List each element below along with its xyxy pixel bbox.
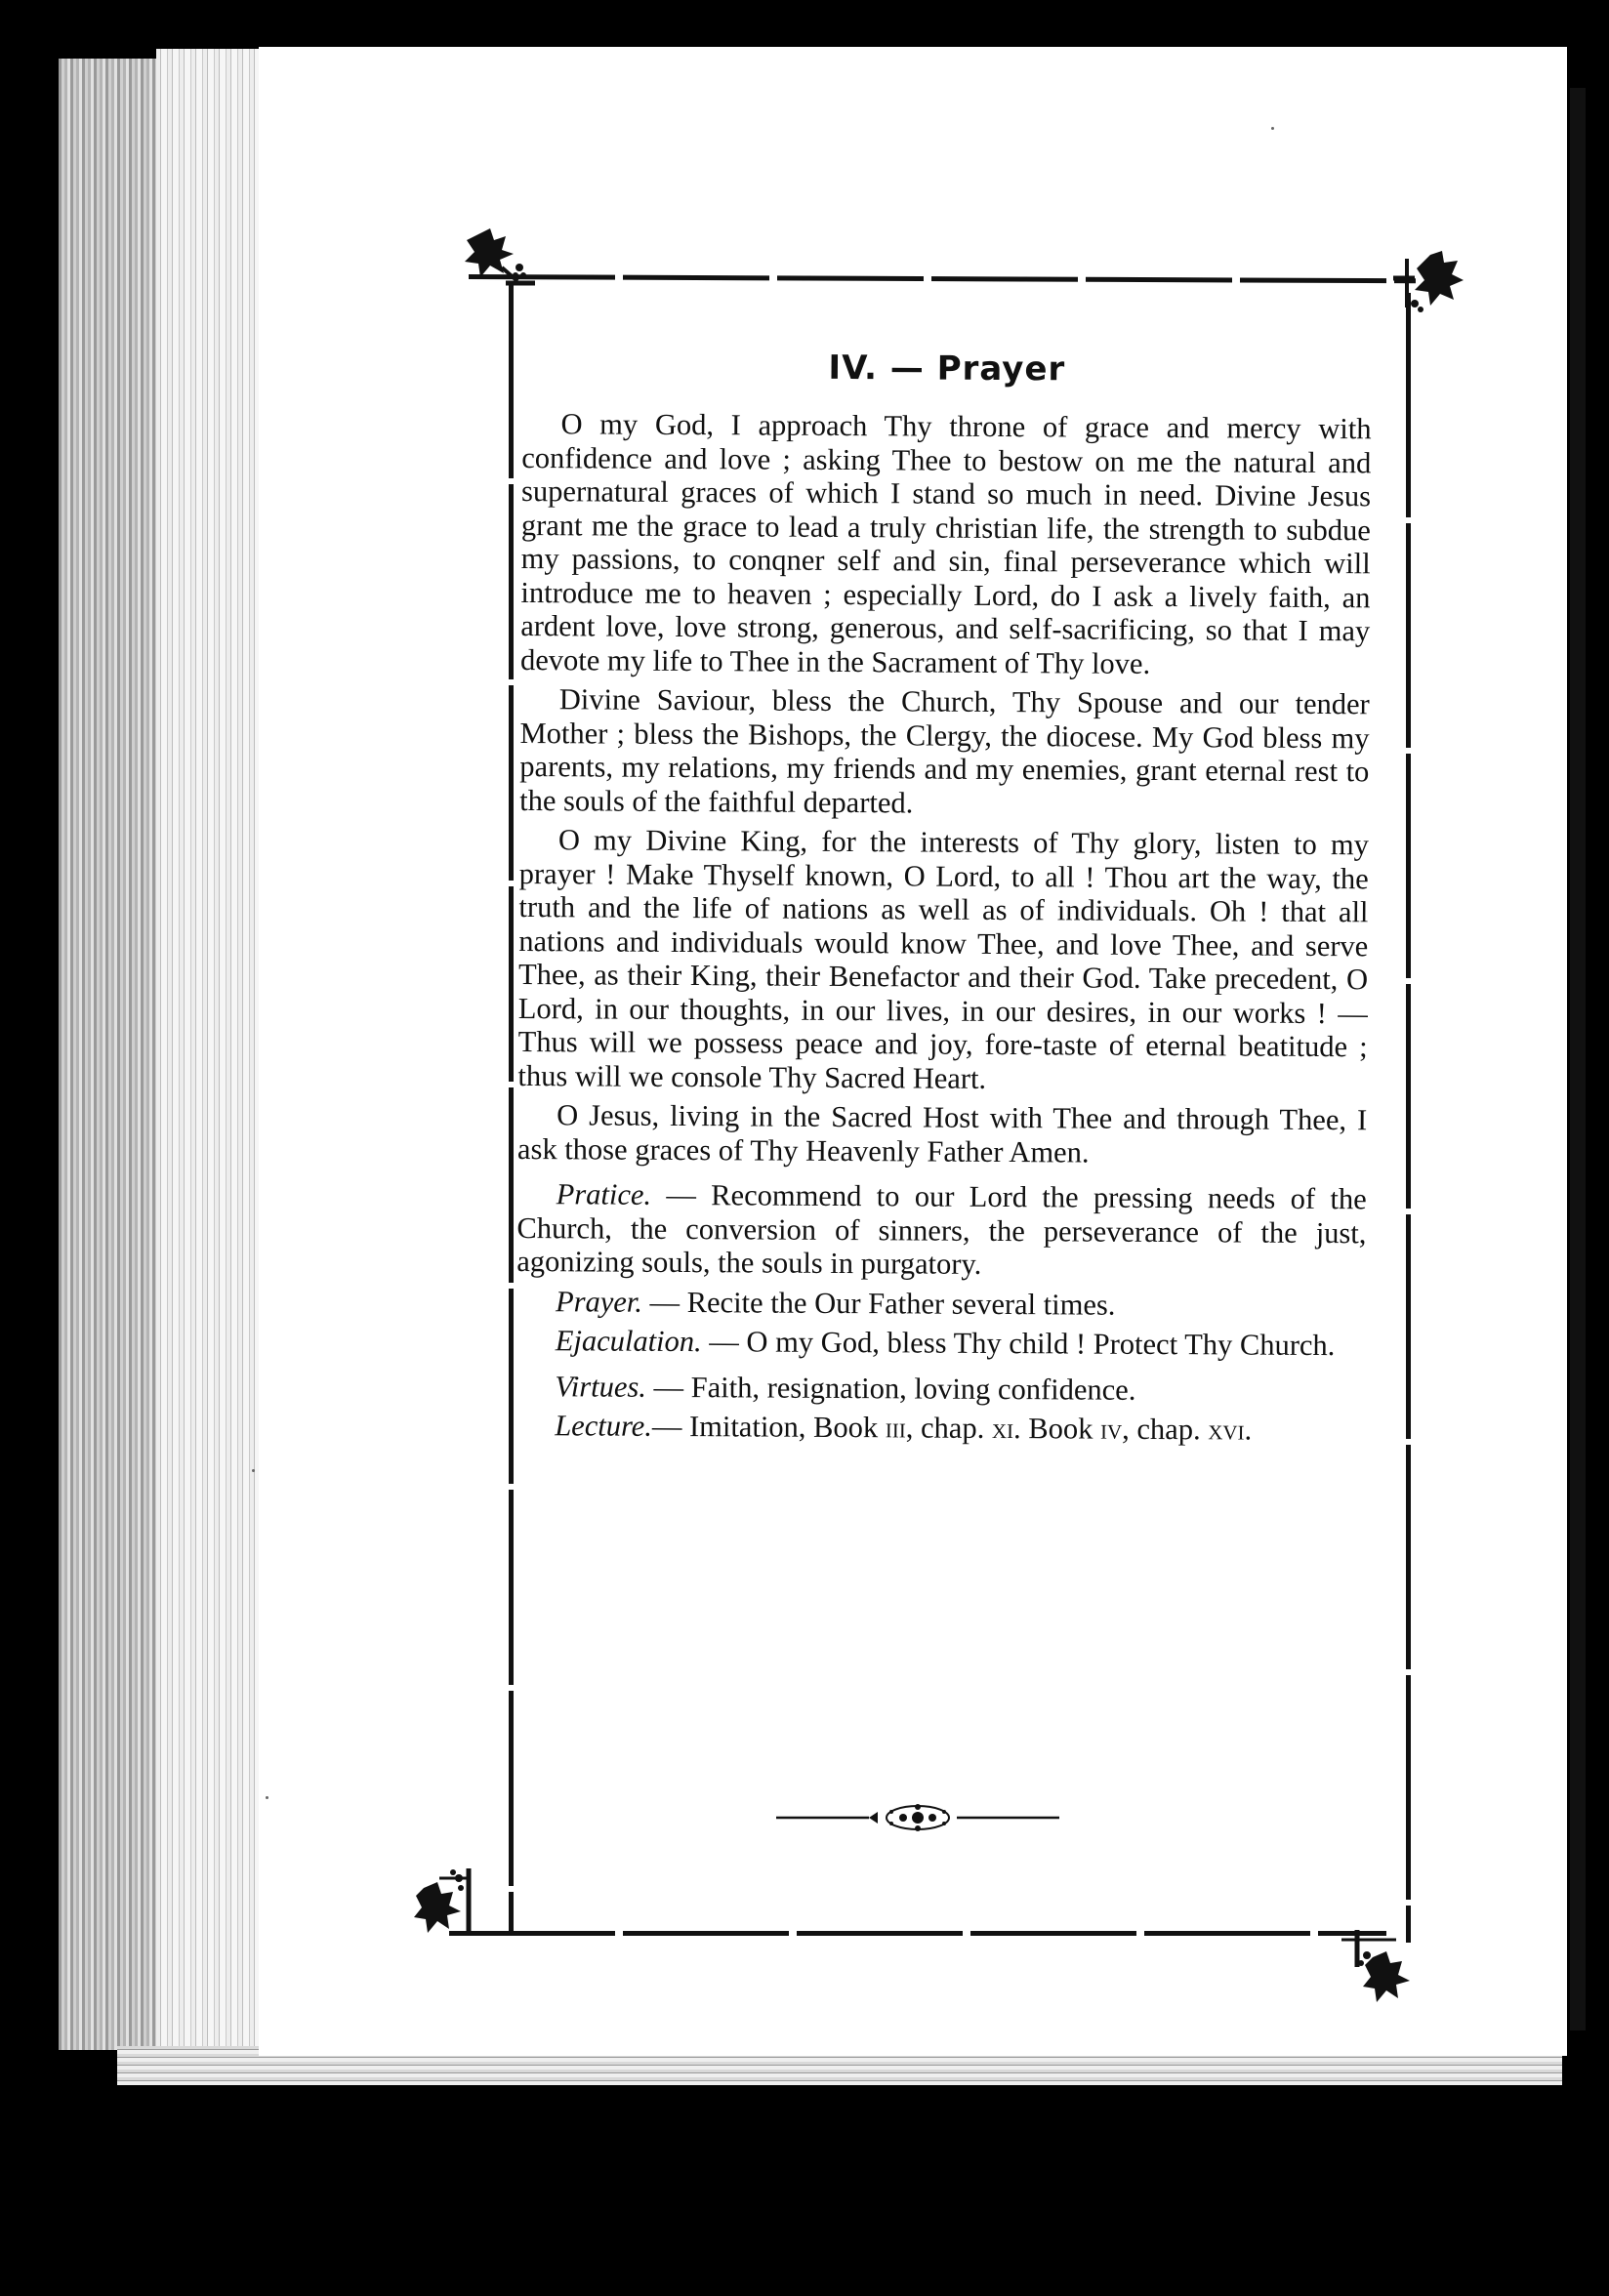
prayer-text: — Recite the Our Father several times. [641,1285,1116,1322]
ejaculation-label: Ejaculation. [555,1324,702,1359]
vine-leaf-ornament-icon [410,1865,488,1943]
vine-leaf-ornament-icon [1338,1928,1416,2006]
pratice-note [516,1177,1367,1284]
lecture-text: — Imitation, Book [651,1409,886,1445]
vine-leaf-ornament-icon [459,225,537,303]
prayer-paragraph: Divine Saviour, bless the Church, Thy Spouse and our tender Mother ; bless the Bishops, the Clergy, the diocese. My God bless my parents, my relations, my friends and my enemies, grant eternal rest to the souls of the faithful departed. [519,682,1370,819]
lecture-label: Lecture. [555,1409,653,1443]
virtues-note [516,1369,1365,1408]
paper-speck [1271,127,1274,130]
prayer-label: Prayer. [555,1284,643,1319]
lecture-text: , chap. [905,1411,993,1445]
page-title: IV. — Prayer [828,348,1066,390]
page-stack [156,49,264,2060]
floral-divider-icon [776,1798,1059,1837]
virtues-text: — Faith, resignation, loving confidence. [645,1370,1136,1407]
lecture-text: , chap. [1122,1412,1209,1447]
paper-speck [252,1469,255,1472]
pratice-text: — Recommend to our Lord the pressing needs of the Church, the conversion of sinners, the perseverance of the just, agonizing souls, the souls in purgatory. [516,1177,1367,1281]
pratice-label: Pratice. [556,1177,652,1211]
frame-right-rule [1406,293,1411,1943]
vine-leaf-ornament-icon [1391,249,1469,327]
prayer-paragraph: O Jesus, living in the Sacred Host with Thee and through Thee, I ask those graces of Thy Heavenly Father Amen. [516,1098,1368,1169]
lecture-book-number: iii [885,1411,906,1445]
prayer-paragraph: O my Divine King, for the interests of Thy glory, listen to my prayer ! Make Thyself known, O Lord, to all ! Thou art the way, the truth and the life of nations as well as of individuals. Oh ! that all nations and individuals would know Thee, and love Thee, and serve Thee, as their King, their Benefactor and their God. Take precedent, O Lord, in our thoughts, in our lives, in our desires, in our works ! — Thus will we possess peace and joy, fore-taste of eternal beatitude ; thus will we console Thy Sacred Heart. [517,823,1370,1095]
virtues-label: Virtues. [555,1369,647,1404]
paper-speck [266,1796,268,1799]
lecture-chapter-number: xvi [1208,1413,1245,1447]
lecture-text: . Book [1012,1412,1101,1446]
prayer-page-content [516,347,1372,1454]
prayer-paragraph: O my God, I approach Thy throne of grace and mercy with confidence and love ; asking Thee to bestow on me the natural and supernatural graces of which I stand so much in need. Divine Jesus grant me the grace to lead a truly christian life, the strength to subdue my passions, to conqner self and sin, final perseverance which will introduce me to heaven ; especially Lord, do I ask a lively faith, an ardent love, love strong, generous, and self-sacrificing, so that I may devote my life to Thee in the Sacrament of Thy love. [519,407,1372,680]
book-spine [1570,88,1586,2030]
lecture-text: . [1244,1413,1253,1447]
ejaculation-note [516,1324,1366,1363]
prayer-note [516,1284,1366,1323]
ejaculation-text: — O my God, bless Thy child ! Protect Thy Church. [701,1325,1336,1363]
frame-bottom-rule [449,1931,1386,1936]
lecture-chapter-number: xi [991,1411,1014,1446]
lecture-note [516,1409,1365,1448]
frame-left-rule [509,283,514,1933]
lecture-book-number: iv [1099,1412,1123,1446]
